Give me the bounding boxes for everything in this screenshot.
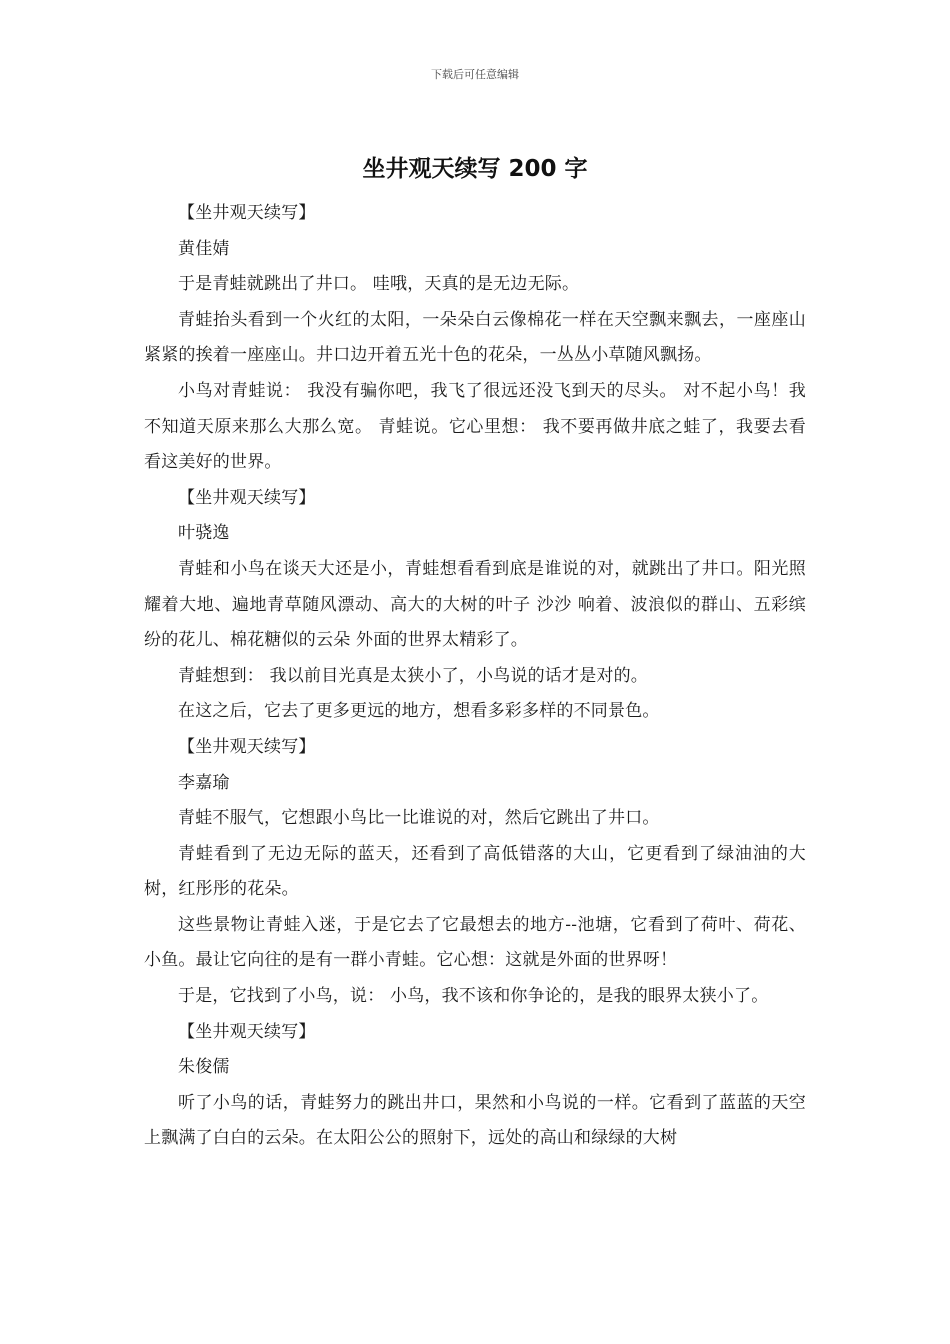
paragraph: 青蛙不服气，它想跟小鸟比一比谁说的对，然后它跳出了井口。	[178, 808, 660, 829]
author-name: 朱俊儒	[178, 1057, 230, 1078]
section-heading: 【坐井观天续写】	[178, 1021, 316, 1042]
paragraph: 在这之后，它去了更多更远的地方，想看多彩多样的不同景色。	[178, 701, 660, 722]
author-name: 黄佳婧	[178, 238, 230, 259]
document-body	[144, 196, 806, 1157]
paragraph: 于是，它找到了小鸟，说： 小鸟，我不该和你争论的，是我的眼界太狭小了。	[178, 986, 769, 1007]
paragraph: 青蛙抬头看到一个火红的太阳，一朵朵白云像棉花一样在天空飘来飘去，一座座山紧紧的挨着一座座山。井口边开着五光十色的花朵，一丛丛小草随风飘扬。	[144, 309, 806, 366]
paragraph: 青蛙看到了无边无际的蓝天，还看到了高低错落的大山，它更看到了绿油油的大树，红彤彤的花朵。	[144, 843, 806, 900]
paragraph: 青蛙想到： 我以前目光真是太狭小了，小鸟说的话才是对的。	[178, 665, 649, 686]
paragraph: 于是青蛙就跳出了井口。 哇哦，天真的是无边无际。	[178, 274, 580, 295]
paragraph: 听了小鸟的话，青蛙努力的跳出井口，果然和小鸟说的一样。它看到了蓝蓝的天空上飘满了白白的云朵。在太阳公公的照射下，远处的高山和绿绿的大树	[144, 1092, 806, 1149]
section-heading: 【坐井观天续写】	[178, 487, 316, 508]
document-title: 坐井观天续写 200 字	[362, 156, 588, 182]
section-heading: 【坐井观天续写】	[178, 203, 316, 223]
header-note: 下载后可任意编辑	[431, 68, 519, 81]
author-name: 李嘉瑜	[178, 772, 230, 793]
paragraph: 青蛙和小鸟在谈天大还是小，青蛙想看看到底是谁说的对，就跳出了井口。阳光照耀着大地、遍地青草随风漂动、高大的大树的叶子 沙沙 响着、波浪似的群山、五彩缤纷的花儿、棉花糖似的云朵 外面的世界太精彩了。	[144, 558, 806, 651]
author-name: 叶骁逸	[178, 523, 230, 544]
paragraph: 小鸟对青蛙说： 我没有骗你吧，我飞了很远还没飞到天的尽头。 对不起小鸟！我不知道天原来那么大那么宽。 青蛙说。它心里想： 我不要再做井底之蛙了，我要去看看这美好的世界。	[144, 380, 806, 473]
section-heading: 【坐井观天续写】	[178, 736, 316, 757]
paragraph: 这些景物让青蛙入迷，于是它去了它最想去的地方--池塘，它看到了荷叶、荷花、小鱼。最让它向往的是有一群小青蛙。它心想：这就是外面的世界呀！	[144, 914, 806, 971]
